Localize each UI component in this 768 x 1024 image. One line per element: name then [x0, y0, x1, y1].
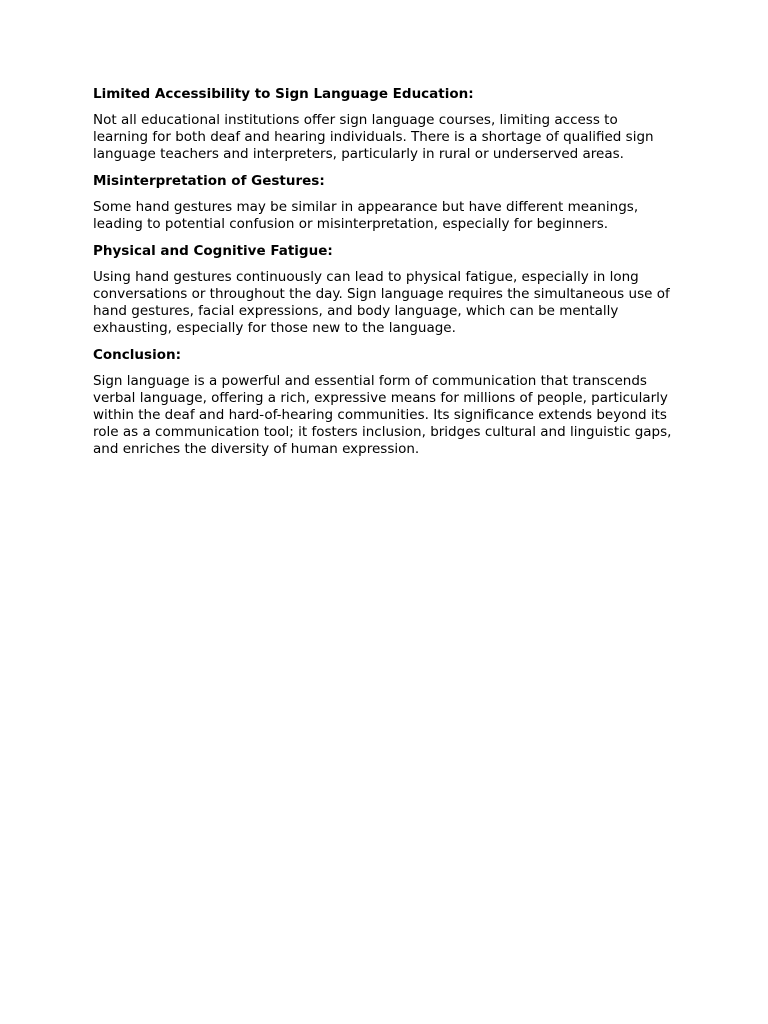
- section-conclusion: [93, 347, 675, 458]
- section-paragraph: Sign language is a powerful and essential form of communication that transcends verbal language, offering a rich, expressive means for millions of people, particularly within the deaf and hard-of-hearing communities. Its significance extends beyond its role as a communication tool; it fosters inclusion, bridges cultural and linguistic gaps, and enriches the diversity of human expression.: [93, 373, 672, 457]
- section-heading: Physical and Cognitive Fatigue:: [93, 243, 333, 259]
- section-heading: Misinterpretation of Gestures:: [93, 173, 325, 189]
- section-heading: Conclusion:: [93, 347, 181, 363]
- section-paragraph: Not all educational institutions offer sign language courses, limiting access to learning for both deaf and hearing individuals. There is a shortage of qualified sign language teachers and interpreters, particularly in rural or underserved areas.: [93, 112, 654, 162]
- section-paragraph: Some hand gestures may be similar in appearance but have different meanings, leading to potential confusion or misinterpretation, especially for beginners.: [93, 199, 639, 232]
- section-accessibility: [93, 86, 675, 163]
- section-fatigue: [93, 243, 675, 337]
- section-heading: Limited Accessibility to Sign Language Education:: [93, 86, 474, 102]
- section-paragraph: Using hand gestures continuously can lead to physical fatigue, especially in long conversations or throughout the day. Sign language requires the simultaneous use of hand gestures, facial expressions, and body language, which can be mentally exhausting, especially for those new to the language.: [93, 269, 670, 336]
- section-misinterpretation: [93, 173, 675, 233]
